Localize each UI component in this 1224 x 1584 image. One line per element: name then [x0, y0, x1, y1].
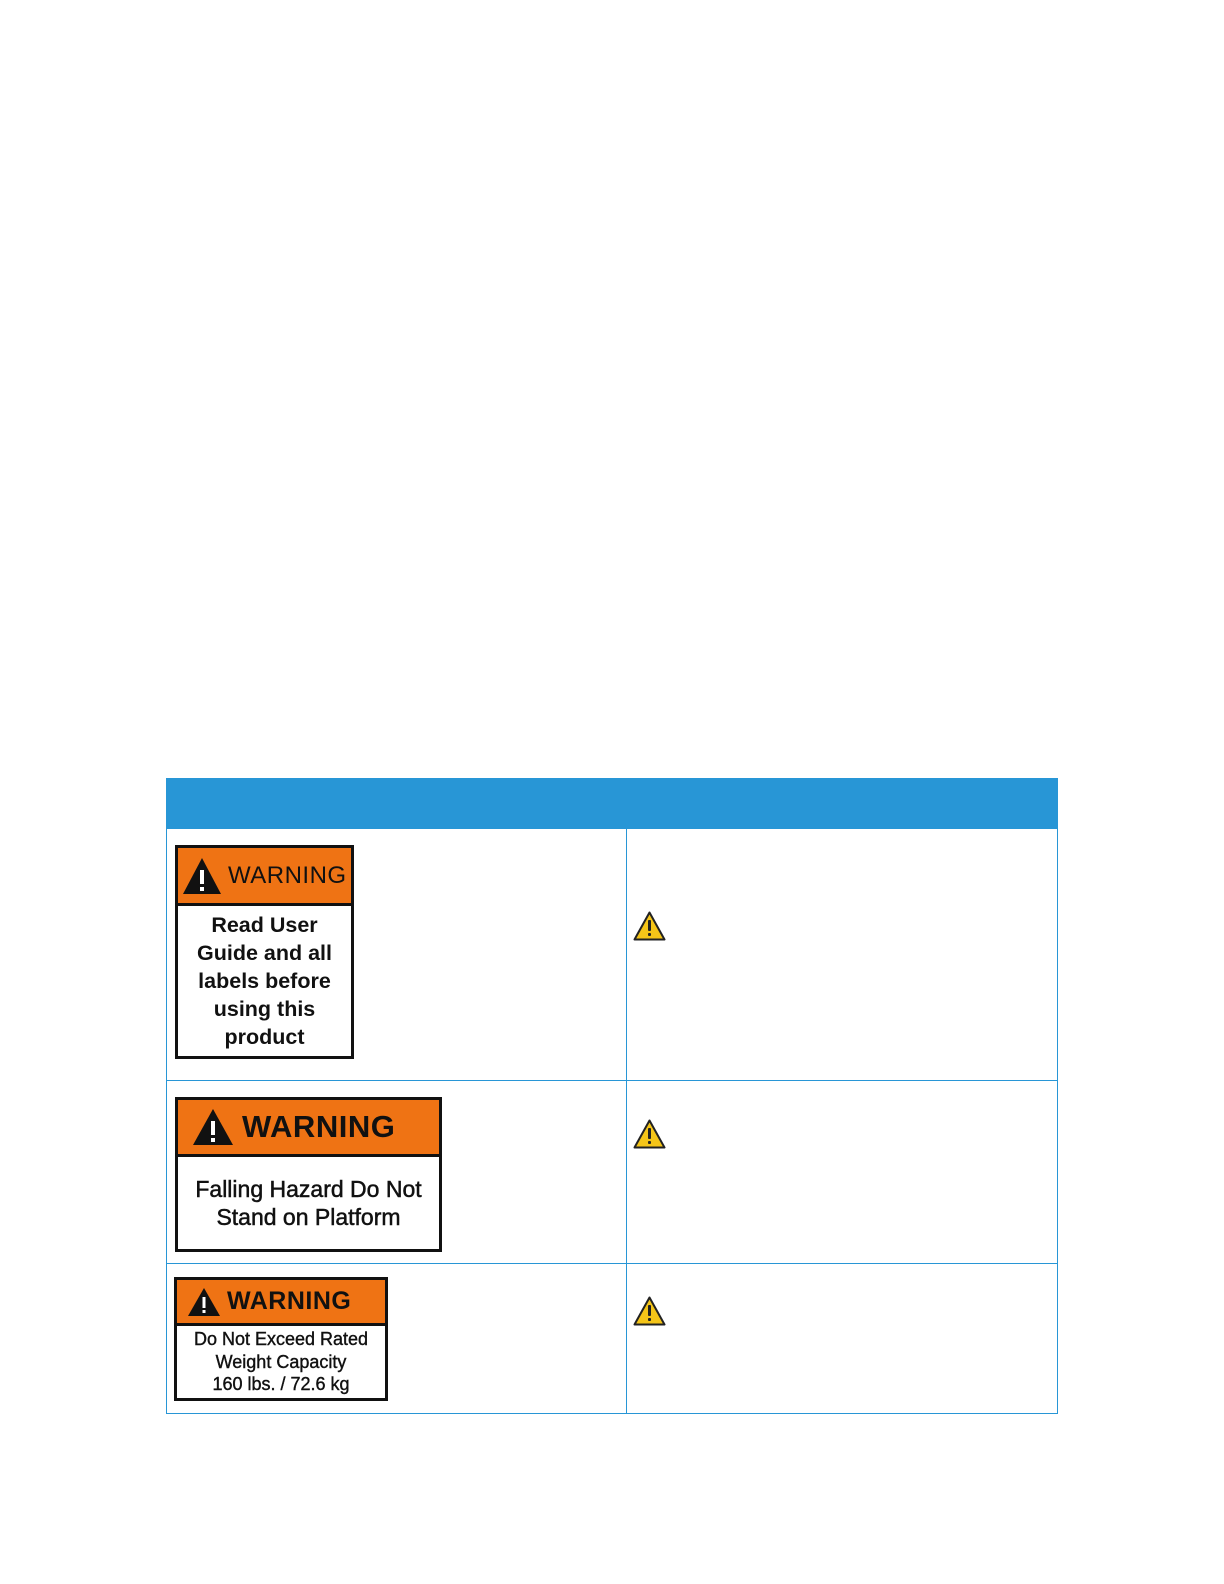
warning-sign-weight-capacity: [174, 1277, 388, 1401]
message-line: Stand on Platform: [216, 1204, 401, 1230]
signal-word: WARNING: [227, 1287, 352, 1315]
warning-header-bar: [178, 848, 351, 906]
warning-message: [178, 906, 351, 1056]
table-header-description-column: [627, 779, 1058, 829]
message-line: Guide and all: [197, 941, 332, 965]
description-cell: [627, 1081, 1058, 1264]
warning-sign-read-user-guide: [175, 845, 354, 1059]
caution-triangle-icon: [633, 1296, 666, 1326]
warning-sign-falling-hazard: [175, 1097, 442, 1252]
message-line: 160 lbs. / 72.6 kg: [212, 1374, 350, 1395]
warning-triangle-icon: [187, 1286, 221, 1318]
message-line: Do Not Exceed Rated: [193, 1329, 369, 1350]
table-row: [167, 1264, 1058, 1414]
warning-header-bar: [177, 1280, 385, 1326]
table-header-label-column: [167, 779, 627, 829]
message-line: labels before: [198, 969, 331, 993]
message-line: Falling Hazard Do Not: [195, 1176, 422, 1202]
safety-labels-table: [166, 778, 1058, 1414]
table-header-row: [167, 779, 1058, 829]
warning-message: [178, 1157, 439, 1249]
warning-triangle-icon: [192, 1107, 234, 1147]
description-cell: [627, 829, 1058, 1081]
message-line: using this: [213, 997, 316, 1021]
message-line: product: [224, 1025, 305, 1049]
message-line: Read User: [211, 913, 318, 937]
warning-message: [177, 1326, 385, 1398]
table-row: [167, 1081, 1058, 1264]
warning-header-bar: [178, 1100, 439, 1157]
caution-triangle-icon: [633, 1119, 666, 1149]
description-cell: [627, 1264, 1058, 1414]
message-line: Weight Capacity: [215, 1351, 347, 1372]
signal-word: WARNING: [228, 861, 347, 889]
label-image-cell: [167, 829, 627, 1081]
caution-triangle-icon: [633, 911, 666, 941]
table-row: [167, 829, 1058, 1081]
signal-word: WARNING: [242, 1109, 396, 1144]
label-image-cell: [167, 1081, 627, 1264]
warning-triangle-icon: [182, 856, 222, 896]
label-image-cell: [167, 1264, 627, 1414]
